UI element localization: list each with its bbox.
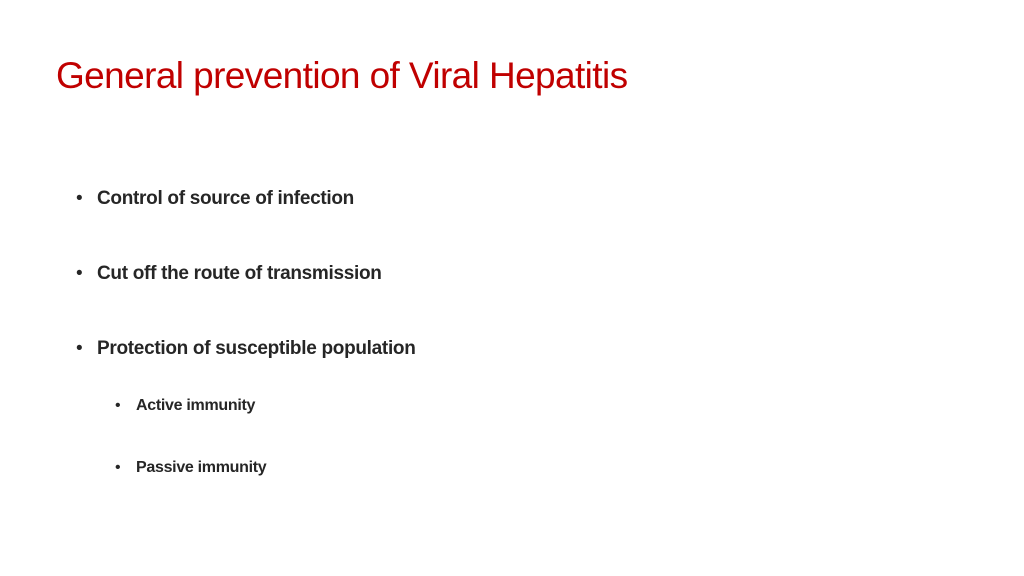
bullet-icon: • xyxy=(115,397,121,414)
bullet-text: Passive immunity xyxy=(136,459,267,476)
bullet-item xyxy=(76,182,416,216)
sub-bullet-item xyxy=(115,392,416,420)
bullet-text: Cut off the route of transmission xyxy=(97,263,382,284)
bullet-icon: • xyxy=(76,188,83,209)
bullet-item xyxy=(76,257,416,291)
bullet-icon: • xyxy=(115,459,121,476)
bullet-list xyxy=(76,182,416,516)
bullet-text: Protection of susceptible population xyxy=(97,338,416,359)
sub-bullet-item xyxy=(115,454,416,482)
bullet-text: Active immunity xyxy=(136,397,256,414)
bullet-icon: • xyxy=(76,338,83,359)
bullet-item xyxy=(76,332,416,366)
bullet-text: Control of source of infection xyxy=(97,188,354,209)
bullet-icon: • xyxy=(76,263,83,284)
slide-title: General prevention of Viral Hepatitis xyxy=(56,55,628,96)
